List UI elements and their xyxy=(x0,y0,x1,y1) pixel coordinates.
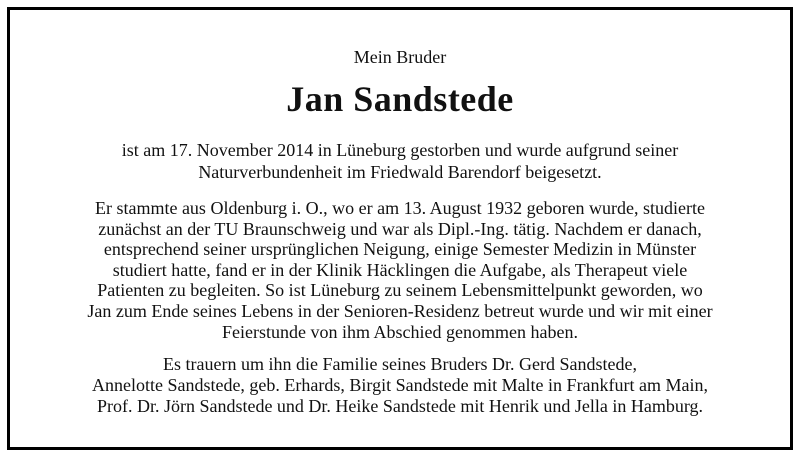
mourners-paragraph xyxy=(10,354,790,417)
paragraph-line: entsprechend seiner ursprünglichen Neigung, einige Semester Medizin in Münster xyxy=(103,239,697,260)
paragraph-line: Prof. Dr. Jörn Sandstede und Dr. Heike Sandstede mit Henrik und Jella in Hamburg. xyxy=(96,396,704,416)
paragraph-line: ist am 17. November 2014 in Lüneburg gestorben und wurde aufgrund seiner xyxy=(121,140,679,160)
biography-paragraph xyxy=(10,198,790,342)
paragraph-line: Es trauern um ihn die Familie seines Bruders Dr. Gerd Sandstede, xyxy=(163,354,637,374)
paragraph-line: studiert hatte, fand er in der Klinik Häcklingen die Aufgabe, als Therapeut viele xyxy=(112,259,688,280)
death-announcement-paragraph xyxy=(10,139,790,183)
intro-text: Mein Bruder xyxy=(353,47,447,67)
paragraph-line: Patienten zu begleiten. So ist Lüneburg zu seinem Lebensmittelpunkt geworden, wo xyxy=(97,280,703,301)
paragraph-line: Feierstunde von ihm Abschied genommen haben. xyxy=(222,321,578,342)
paragraph-line: Annelotte Sandstede, geb. Erhards, Birgit Sandstede mit Malte in Frankfurt am Main, xyxy=(91,375,709,395)
paragraph-line: Er stammte aus Oldenburg i. O., wo er am 13. August 1932 geboren wurde, studierte xyxy=(94,198,706,218)
paragraph-line: Jan zum Ende seines Lebens in der Senioren-Residenz betreut wurde und wir mit einer xyxy=(87,300,713,321)
paragraph-line: zunächst an der TU Braunschweig und war als Dipl.-Ing. tätig. Nachdem er danach, xyxy=(98,218,702,239)
deceased-name: Jan Sandstede xyxy=(286,79,514,119)
paragraph-line: Naturverbundenheit im Friedwald Barendorf beigesetzt. xyxy=(198,162,602,182)
